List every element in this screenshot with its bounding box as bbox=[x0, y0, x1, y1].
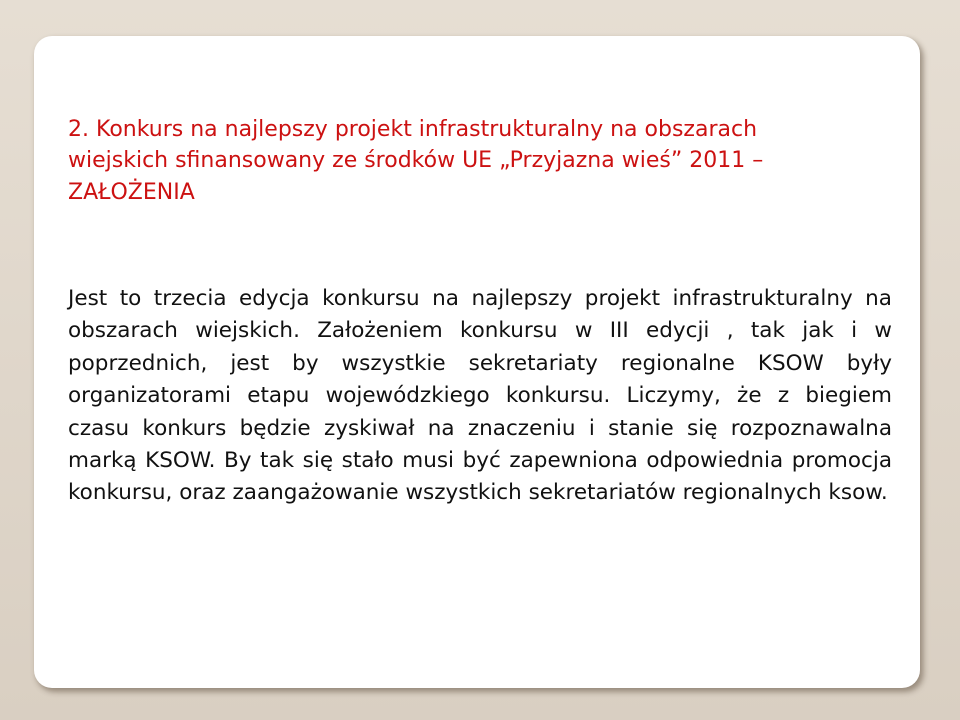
slide-title-line-2: wiejskich sfinansowany ze środków UE „Przyjazna wieś” 2011 – bbox=[68, 148, 764, 173]
slide-title bbox=[68, 114, 898, 208]
slide-panel bbox=[34, 36, 920, 688]
slide-body-text: Jest to trzecia edycja konkursu na najlepszy projekt infrastrukturalny na obszarach wiejskich. Założeniem konkursu w III edycji , tak jak i w poprzednich, jest by wszystkie sekretariaty regionalne KSOW były organizatorami etapu wojewódzkiego konkursu. Liczymy, że z biegiem czasu konkurs będzie zyskiwał na znaczeniu i stanie się rozpoznawalna marką KSOW. By tak się stało musi być zapewniona odpowiednia promocja konkursu, oraz zaangażowanie wszystkich sekretariatów regionalnych ksow. bbox=[68, 286, 892, 506]
slide-title-line-1: 2. Konkurs na najlepszy projekt infrastrukturalny na obszarach bbox=[68, 117, 758, 142]
slide-title-line-3: ZAŁOŻENIA bbox=[68, 180, 195, 205]
